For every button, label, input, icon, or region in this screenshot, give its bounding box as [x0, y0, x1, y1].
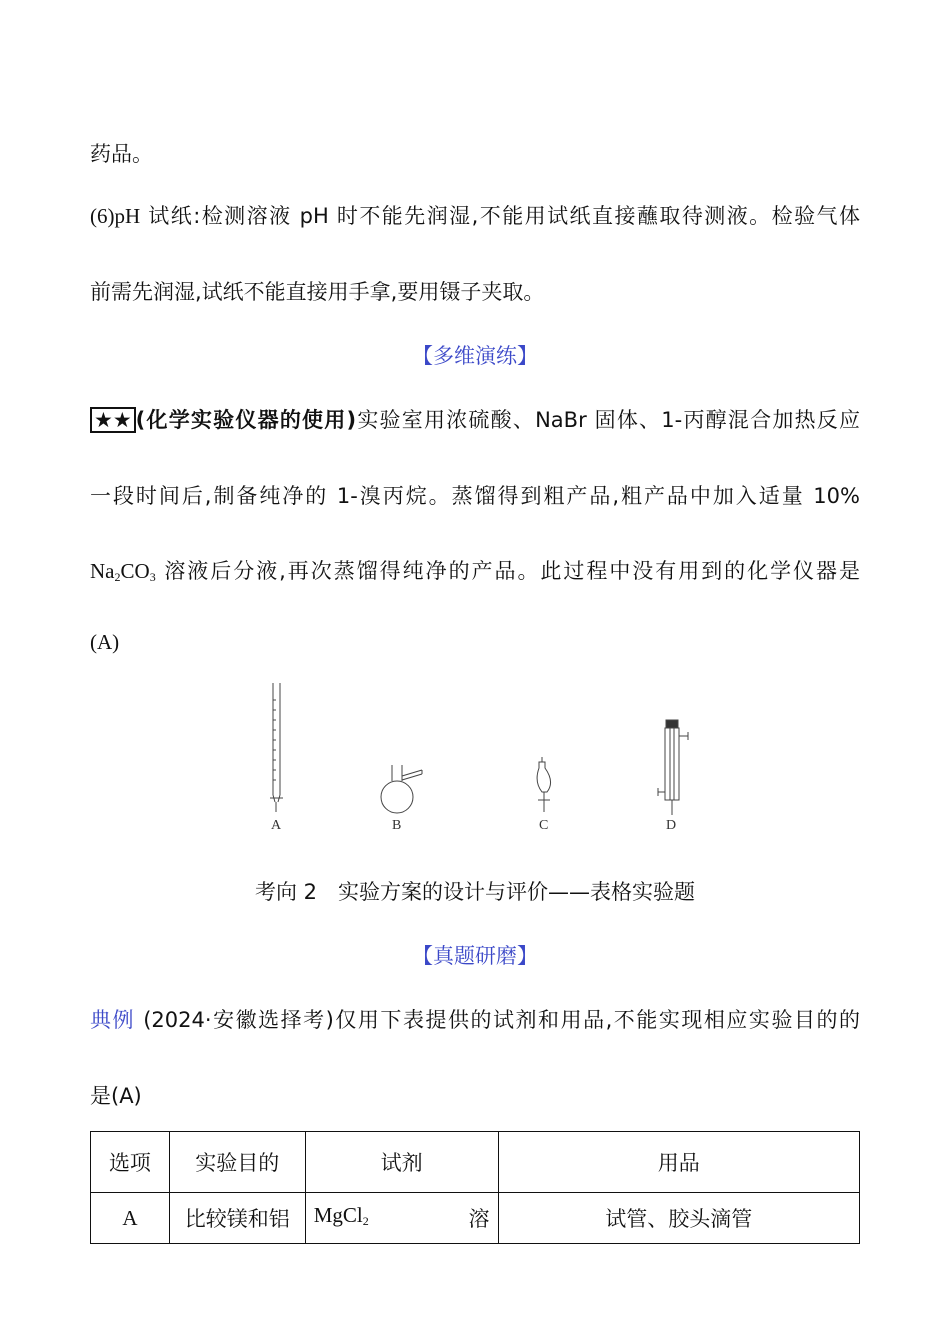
table-row: [91, 1193, 860, 1244]
header-option: 选项: [91, 1132, 170, 1193]
condenser-drawing: [658, 720, 688, 815]
apparatus-drawing: [250, 680, 710, 840]
section-title-practice: 【多维演练】: [412, 344, 538, 368]
experiment-table: [90, 1131, 860, 1244]
text-line-3: 前需先润湿,试纸不能直接用手拿,要用镊子夹取。: [90, 280, 545, 304]
header-purpose: 实验目的: [169, 1132, 305, 1193]
figure-label-b: B: [392, 818, 402, 833]
cell-option: A: [91, 1193, 170, 1244]
figure-label-c: C: [539, 818, 549, 833]
text-line-1: 药品。: [90, 142, 153, 166]
section-title-real-exam: 【真题研磨】: [412, 944, 538, 968]
text-line-2: (6)pH 试纸:检测溶液 pH 时不能先润湿,不能用试纸直接蘸取待测液。检验气体: [90, 204, 860, 228]
header-reagent: 试剂: [305, 1132, 498, 1193]
difficulty-stars: ★★: [90, 407, 136, 433]
apparatus-figure: [250, 680, 710, 840]
question-line-1: ★★ (化学实验仪器的使用)实验室用浓硫酸、NaBr 固体、1-丙醇混合加热反应: [90, 404, 860, 434]
question-line-2: 一段时间后,制备纯净的 1-溴丙烷。蒸馏得到粗产品,粗产品中加入适量 10%: [90, 484, 860, 508]
table-header-row: [91, 1132, 860, 1193]
cell-purpose: 比较镁和铝: [169, 1193, 305, 1244]
example-line-1: 典例 (2024·安徽选择考)仅用下表提供的试剂和用品,不能实现相应实验目的的: [90, 1008, 861, 1032]
example-line-2: 是(A): [90, 1084, 142, 1108]
question-answer: (A): [90, 630, 120, 654]
example-label: 典例: [90, 1008, 136, 1032]
cell-reagent: MgCl$_2$ 溶: [305, 1193, 498, 1244]
header-items: 用品: [498, 1132, 859, 1193]
figure-label-d: D: [666, 818, 677, 833]
cell-items: 试管、胶头滴管: [498, 1193, 859, 1244]
heading-section-2: 考向 2 实验方案的设计与评价——表格实验题: [254, 880, 696, 904]
question-line-3: $Na_2CO_3$ 溶液后分液,再次蒸馏得纯净的产品。此过程中没有用到的化学仪器是: [90, 559, 860, 584]
figure-label-a: A: [271, 818, 282, 833]
burette-drawing: [270, 683, 283, 812]
distilling-flask-drawing: [381, 765, 422, 813]
separatory-funnel-drawing: [537, 757, 550, 812]
